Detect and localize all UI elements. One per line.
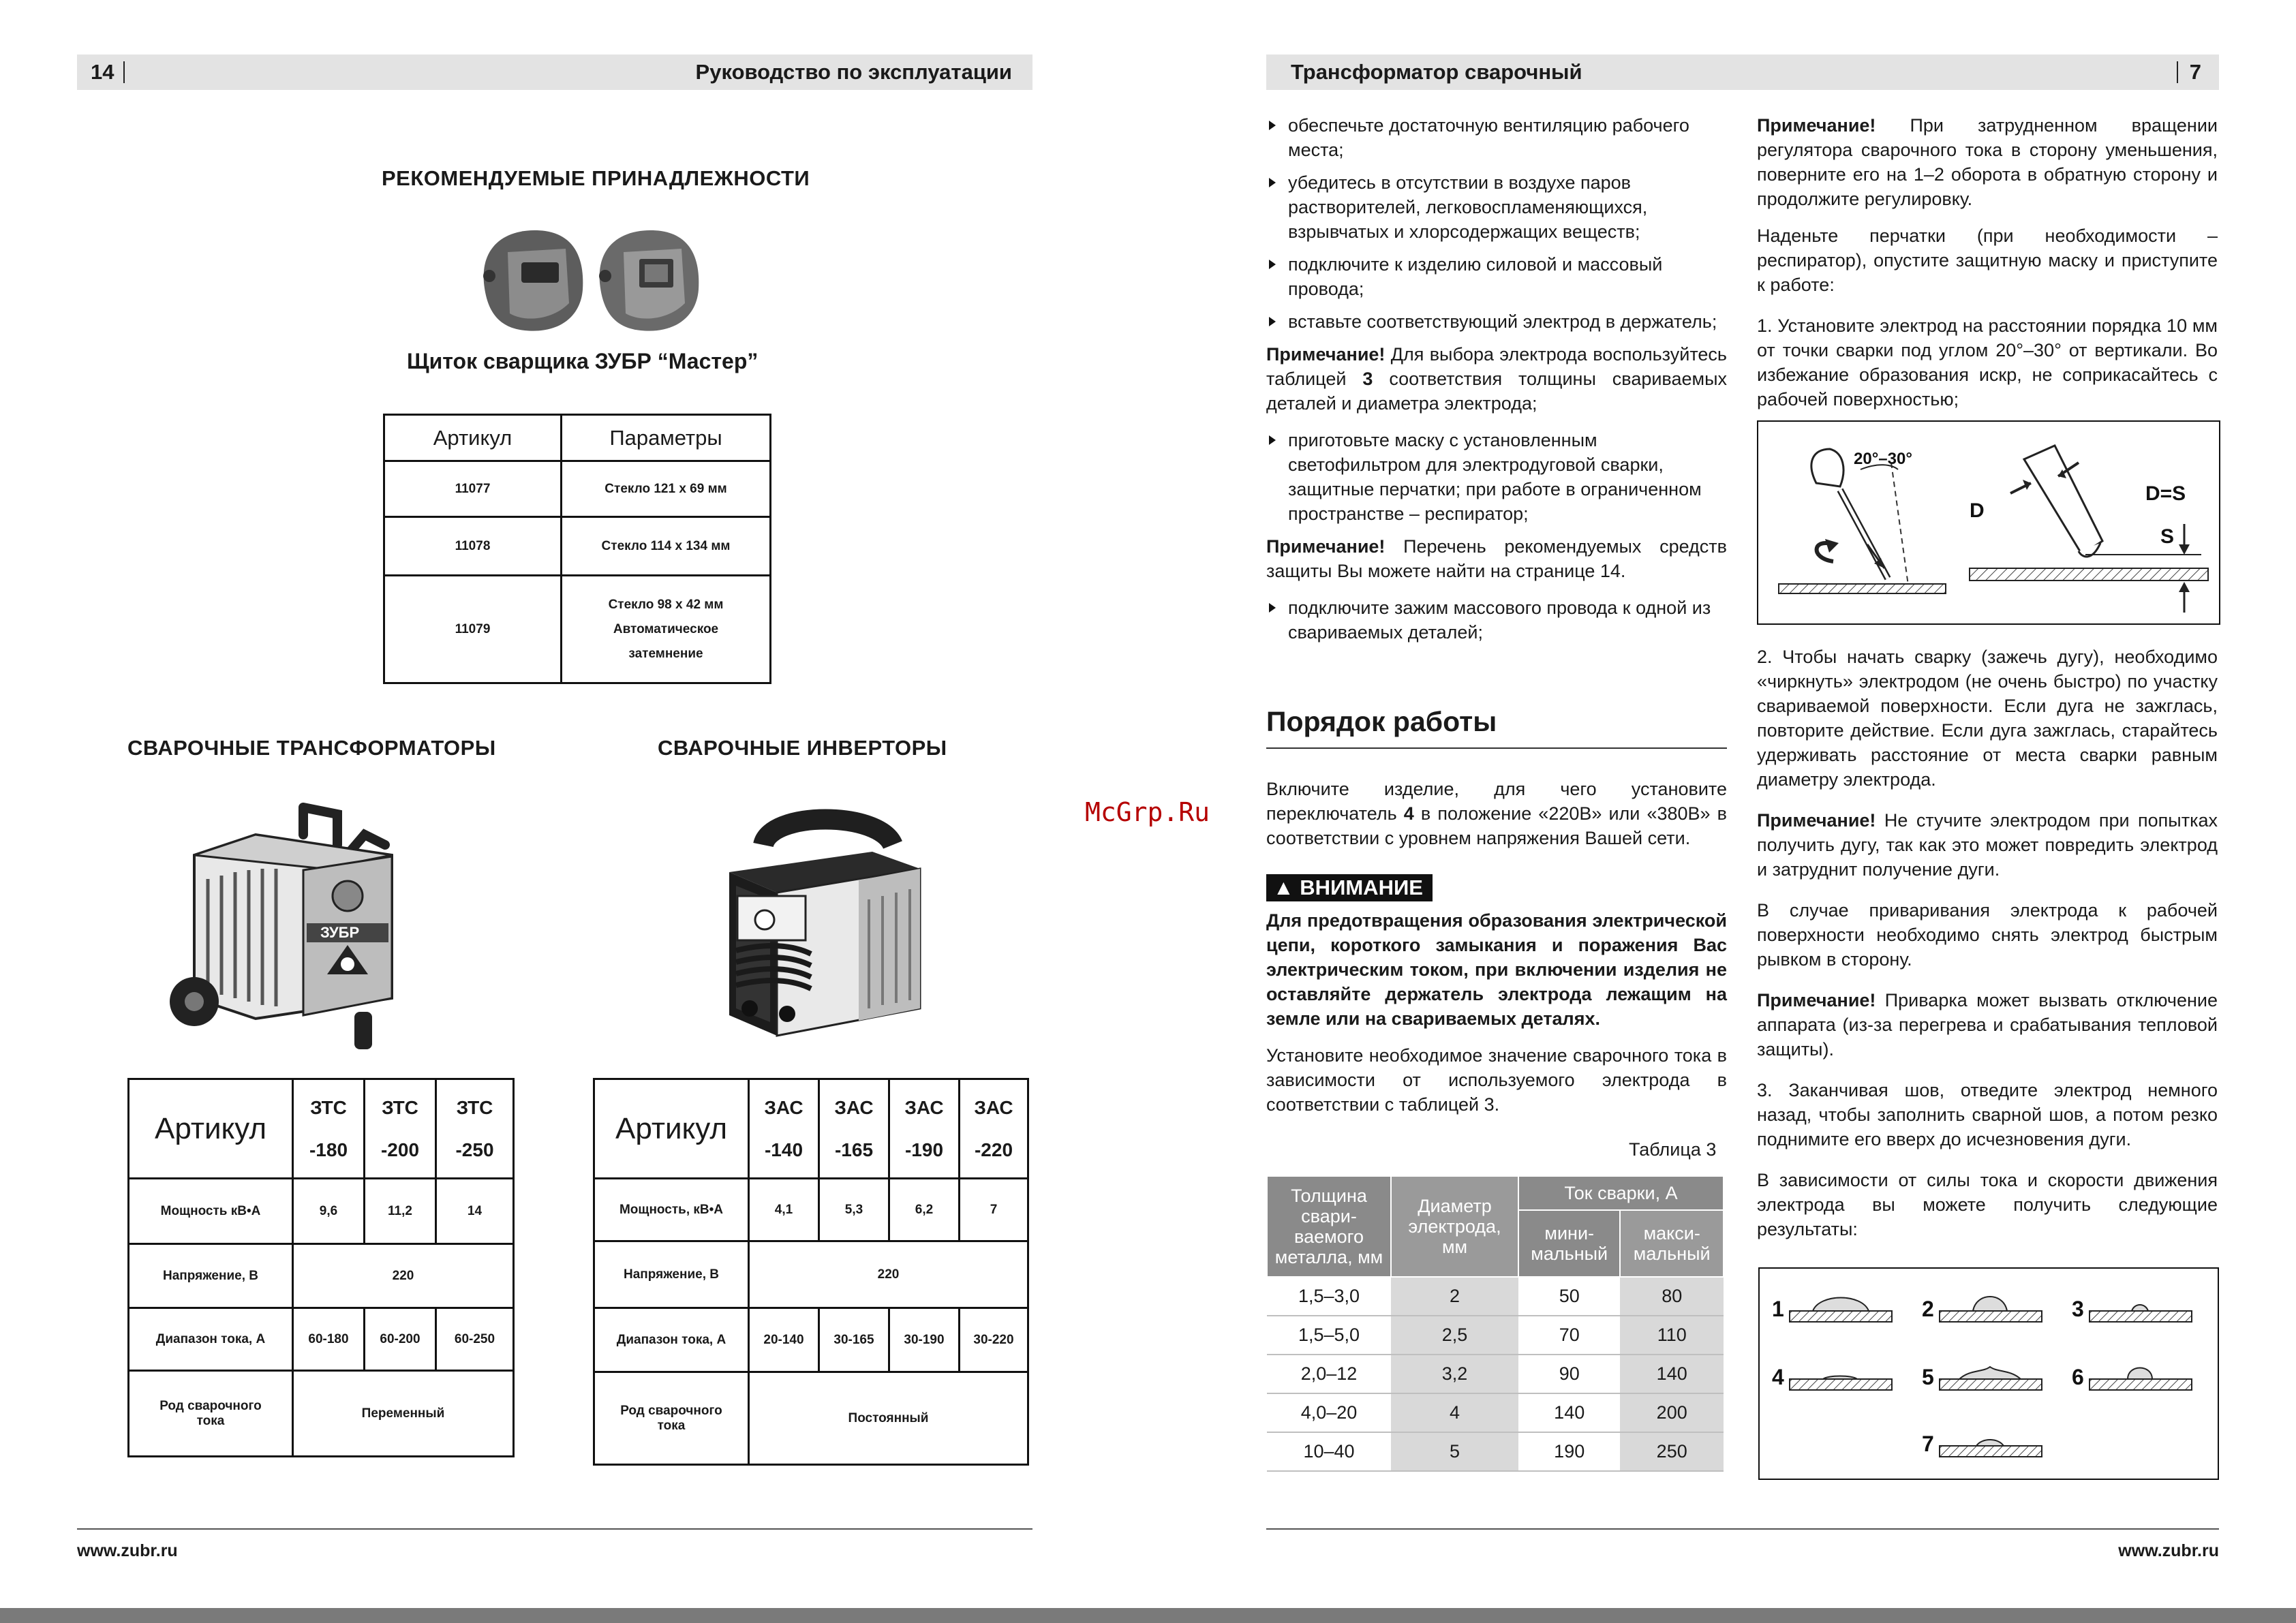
transformers-title: СВАРОЧНЫЕ ТРАНСФОРМАТОРЫ [127,736,496,760]
t3-col-min: мини-мальный [1518,1210,1620,1277]
diagram-s-label: S [2160,525,2175,548]
step-2-text: 2. Чтобы начать сварку (зажечь дугу), необходимо «чиркнуть» электродом (не очень быстро) по участку свариваемой поверхности. Если дуга не зажглась, повторите действие. Если дуга зажглась, старайтесь удерживать расстояние от места сварки равным диаметру электрода. [1757,647,2218,790]
inv-range: 30-165 [819,1308,889,1372]
right-column-1b [1266,777,1727,868]
intro-text: в положение «220В» или «380В» в соответствии с уровнем напряжения Вашей сети. [1266,803,1727,848]
note-label: Примечание! [1266,344,1386,365]
model-line: ЗАС [904,1096,944,1118]
right-column-2 [1757,113,2218,424]
note-arc [1757,808,2218,882]
t3-cell: 110 [1620,1316,1724,1355]
right-page-header [1266,55,2219,90]
tr-kind-label: Род сварочного тока [129,1371,293,1457]
inv-model [819,1079,889,1179]
diagram-angle-label: 20°–30° [1854,450,1912,468]
t3-cell: 70 [1518,1316,1620,1355]
tr-power-label: Мощность кВ•А [129,1179,293,1244]
right-column-1 [1266,113,1727,653]
weld-label: 4 [1772,1365,1784,1389]
t3-cell: 4 [1391,1393,1518,1432]
inv-kind-label: Род сварочного тока [594,1372,749,1465]
right-column-2b [1757,645,2218,1254]
right-header-title: Трансформатор сварочный [1291,60,1582,84]
inv-power: 4,1 [749,1179,819,1241]
note-protection [1266,534,1727,583]
note-label: Примечание! [1757,115,1876,136]
tr-voltage: 220 [293,1244,514,1308]
weld-label: 2 [1922,1297,1934,1321]
set-current-text: Установите необходимое значение сварочного тока в зависимости от используемого электрода в соответствии с таблицей 3. [1266,1045,1727,1115]
table-3 [1266,1175,1724,1472]
right-column-1c [1266,908,1727,1129]
t3-cell: 90 [1518,1355,1620,1393]
model-line: ЗТС [456,1096,493,1118]
model-line: -180 [309,1139,348,1160]
weld-sample-2 [1922,1297,2042,1322]
note-electrode [1266,342,1727,416]
tr-range: 60-200 [365,1308,436,1371]
t3-cell: 140 [1620,1355,1724,1393]
inv-kind: Постоянный [749,1372,1028,1465]
weld-results-diagram [1758,1267,2219,1480]
transformers-table [127,1078,515,1457]
inv-voltage: 220 [749,1241,1028,1308]
acc-article: 11079 [384,576,562,683]
section-underline [1266,747,1727,749]
inv-power: 6,2 [889,1179,960,1241]
warning-icon: ▲ [1273,876,1300,899]
t3-col-thickness: Толщина свари-ваемого металла, мм [1267,1176,1391,1277]
bullet-item: подключите к изделию силовой и массовый провода; [1266,252,1727,301]
acc-params [562,576,771,683]
t3-cell: 1,5–5,0 [1267,1316,1391,1355]
model-line: -200 [380,1139,420,1160]
inv-range-label: Диапазон тока, А [594,1308,749,1372]
model-line: -250 [455,1139,494,1160]
diagram-ds-label: D=S [2145,482,2186,505]
watermark: McGrp.Ru [1085,797,1210,827]
tr-power: 9,6 [293,1179,365,1244]
accessories-table [383,414,771,684]
bullet-item: подключите зажим массового провода к одной из свариваемых деталей; [1266,596,1727,645]
accessories-title: РЕКОМЕНДУЕМЫЕ ПРИНАДЛЕЖНОСТИ [382,166,810,190]
diagram-d-label: D [1970,499,1985,522]
note-text: Не стучите электродом при попытках получить дугу, так как это может повредить электрод и затруднит получение дуги. [1757,810,2218,880]
header-divider [2177,61,2178,83]
t3-col-current: Ток сварки, А [1518,1176,1724,1210]
inv-range: 20-140 [749,1308,819,1372]
model-line: ЗТС [310,1096,347,1118]
warning-label: ВНИМАНИЕ [1300,876,1423,899]
t3-row [1267,1432,1724,1471]
note-text: Для выбора электрода воспользуйтесь таблицей [1266,344,1727,389]
weld-sample-6 [2072,1365,2192,1390]
inverters-title: СВАРОЧНЫЕ ИНВЕРТОРЫ [658,736,947,760]
tr-model [365,1079,436,1179]
warning-text: Для предотвращения образования электрической цепи, короткого замыкания и поражения Вас электрическим током, при включении изделия не оставляйте держатель электрода лежащим на земле или на свариваемых деталях. [1266,910,1727,1029]
bullet-item: обеспечьте достаточную вентиляцию рабочего места; [1266,113,1727,162]
note-text: Перечень рекомендуемых средств защиты Вы можете найти на странице 14. [1266,536,1727,581]
welding-transformer-image [167,794,412,1053]
weld-sample-3 [2072,1297,2192,1322]
note-text: Приварка может вызвать отключение аппарата (из-за перегрева и срабатывания тепловой защиты). [1757,990,2218,1060]
intro-bold: 4 [1403,803,1414,824]
inverters-table [593,1078,1029,1466]
t3-cell: 2 [1391,1277,1518,1316]
left-footer-url[interactable]: www.zubr.ru [77,1541,178,1560]
acc-header-article: Артикул [384,415,562,461]
weld-sample-1 [1772,1297,1892,1322]
t3-cell: 5 [1391,1432,1518,1471]
table-caption: Таблица 3 [1629,1139,1717,1160]
t3-cell: 1,5–3,0 [1267,1277,1391,1316]
weld-label: 1 [1772,1297,1784,1321]
note-label: Примечание! [1266,536,1386,557]
tr-power: 14 [436,1179,514,1244]
tr-range-label: Диапазон тока, А [129,1308,293,1371]
weld-label: 5 [1922,1365,1934,1389]
inv-article-label: Артикул [594,1079,749,1179]
left-page-number: 14 [91,60,114,84]
t3-row [1267,1277,1724,1316]
acc-param-line: затемнение [628,646,703,661]
t3-cell: 10–40 [1267,1432,1391,1471]
header-divider [123,61,125,83]
inv-voltage-label: Напряжение, В [594,1241,749,1308]
note-bold: 3 [1362,369,1373,389]
acc-param-line: Автоматическое [613,621,719,636]
acc-article: 11077 [384,461,562,517]
acc-params: Стекло 121 х 69 мм [562,461,771,517]
t3-row [1267,1393,1724,1432]
t3-cell: 80 [1620,1277,1724,1316]
note-text: При затрудненном вращении регулятора сварочного тока в сторону уменьшения, поверните его на 1–2 оборота в обратную сторону и продолжите регулировку. [1757,115,2218,209]
tr-range: 60-250 [436,1308,514,1371]
weld-label: 7 [1922,1432,1934,1456]
t3-cell: 200 [1620,1393,1724,1432]
results-text: В зависимости от силы тока и скорости движения электрода вы можете получить следующие результаты: [1757,1170,2218,1239]
welding-inverter-image [722,804,927,1042]
t3-col-diameter: Диаметр электрода, мм [1391,1176,1518,1277]
model-line: ЗТС [382,1096,418,1118]
warning-badge [1266,874,1433,901]
t3-cell: 4,0–20 [1267,1393,1391,1432]
inv-model [749,1079,819,1179]
mask-2 [599,230,699,331]
right-footer-url[interactable]: www.zubr.ru [2118,1541,2219,1560]
weld-label: 6 [2072,1365,2084,1389]
inv-power-label: Мощность, кВ•А [594,1179,749,1241]
step-3-text: 3. Заканчивая шов, отведите электрод немного назад, чтобы заполнить сварной шов, а потом резко поднимите его вверх до исчезновения дуги. [1757,1080,2218,1149]
t3-cell: 140 [1518,1393,1620,1432]
transformer-brand: ЗУБР [320,924,360,941]
step-1-text: 1. Установите электрод на расстоянии порядка 10 мм от точки сварки под углом 20°–30° от вертикали. Во избежание образования искр, не соприкасайтесь с рабочей поверхностью; [1757,315,2218,409]
weld-sample-5 [1922,1365,2042,1390]
weld-sample-4 [1772,1365,1892,1390]
acc-params: Стекло 114 х 134 мм [562,517,771,576]
tr-voltage-label: Напряжение, В [129,1244,293,1308]
inv-model [960,1079,1028,1179]
weld-sample-7 [1922,1432,2042,1457]
right-page-number: 7 [2189,60,2201,84]
note-label: Примечание! [1757,990,1876,1010]
bullet-item: убедитесь в отсутствии в воздухе паров растворителей, легковоспламеняющихся, взрывчатых и хлорсодержащих веществ; [1266,170,1727,244]
acc-param-line: Стекло 98 х 42 мм [608,597,724,612]
tr-model [436,1079,514,1179]
bullet-item: вставьте соответствующий электрод в держатель; [1266,309,1727,334]
mask-caption: Щиток сварщика ЗУБР “Мастер” [407,349,759,373]
t3-row [1267,1355,1724,1393]
left-header-title: Руководство по эксплуатации [695,60,1012,84]
t3-cell: 2,5 [1391,1316,1518,1355]
inv-power: 7 [960,1179,1028,1241]
t3-cell: 3,2 [1391,1355,1518,1393]
inv-model [889,1079,960,1179]
inv-power: 5,3 [819,1179,889,1241]
note-text: соответствия толщины свариваемых деталей и диаметра электрода; [1266,369,1727,414]
model-line: ЗАС [764,1096,803,1118]
model-line: -165 [834,1139,874,1160]
tr-range: 60-180 [293,1308,365,1371]
t3-cell: 250 [1620,1432,1724,1471]
bottom-edge-bar [0,1608,2296,1623]
note-label: Примечание! [1757,810,1876,831]
model-line: ЗАС [834,1096,874,1118]
note-regulator [1757,113,2218,211]
tr-power: 11,2 [365,1179,436,1244]
electrode-angle-diagram [1757,420,2220,625]
model-line: -220 [974,1139,1013,1160]
acc-article: 11078 [384,517,562,576]
inv-range: 30-220 [960,1308,1028,1372]
right-footer-line [1266,1528,2219,1530]
t3-cell: 2,0–12 [1267,1355,1391,1393]
t3-row [1267,1316,1724,1355]
weld-label: 3 [2072,1297,2084,1321]
gloves-text: Наденьте перчатки (при необходимости – респиратор), опустите защитную маску и приступите к работе: [1757,226,2218,295]
bullet-item: приготовьте маску с установленным светофильтром для электродуговой сварки, защитные перчатки; при работе в ограниченном пространстве – респиратор; [1266,428,1727,526]
model-line: ЗАС [974,1096,1013,1118]
tr-kind: Переменный [293,1371,514,1457]
intro-paragraph [1266,777,1727,850]
welding-masks-image [470,221,702,337]
t3-col-max: макси-мальный [1620,1210,1724,1277]
stick-text: В случае приваривания электрода к рабочей поверхности необходимо снять электрод быстрым рывком в сторону. [1757,900,2218,970]
tr-model [293,1079,365,1179]
model-line: -190 [904,1139,944,1160]
left-footer-line [77,1528,1032,1530]
t3-cell: 50 [1518,1277,1620,1316]
mask-1 [483,230,583,331]
model-line: -140 [764,1139,803,1160]
inv-range: 30-190 [889,1308,960,1372]
acc-header-params: Параметры [562,415,771,461]
tr-article-label: Артикул [129,1079,293,1179]
note-overheat [1757,988,2218,1062]
section-title-procedure: Порядок работы [1266,706,1497,737]
intro-text: Включите изделие, для чего установите переключатель [1266,779,1727,824]
t3-cell: 190 [1518,1432,1620,1471]
left-page-header [77,55,1032,90]
